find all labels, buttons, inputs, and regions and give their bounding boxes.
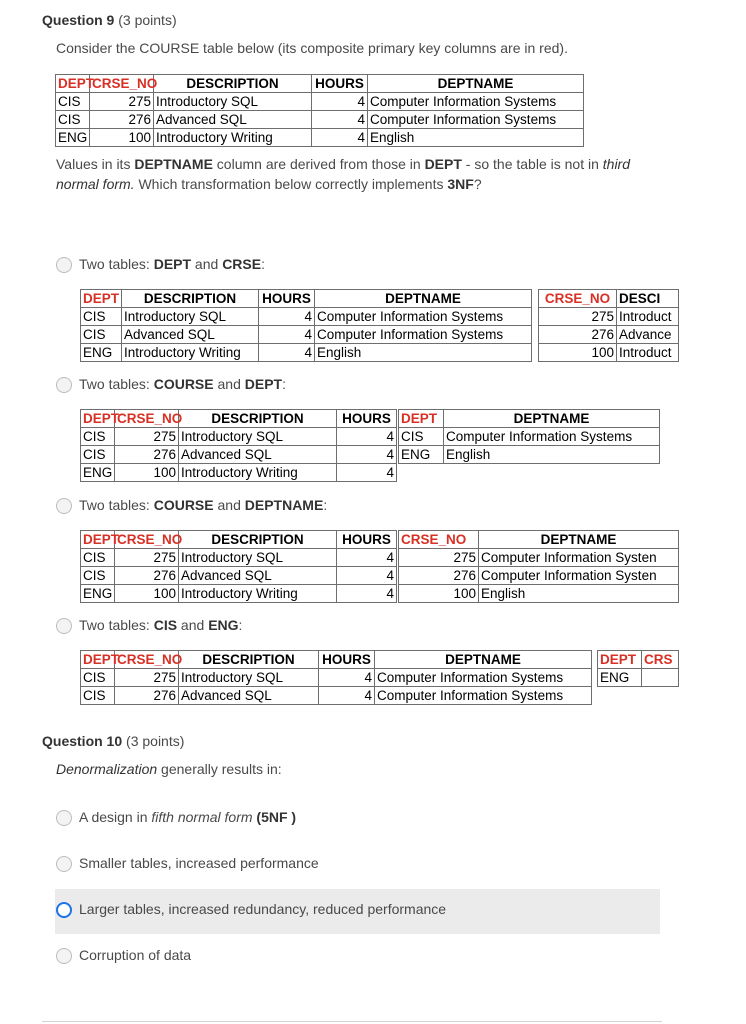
table-row: CIS Introductory SQL 4 Computer Information Systems — [81, 308, 532, 326]
q9-option-4[interactable]: Two tables: CIS and ENG: — [56, 614, 242, 636]
table-row: CIS 276 Advanced SQL 4 — [81, 446, 397, 464]
radio-icon[interactable] — [56, 498, 72, 514]
option-3-deptname-table: CRSE_NO DEPTNAME 275 Computer Information Systen 276 Computer Information Systen 100 English — [398, 530, 679, 603]
table-row: ENG English — [399, 446, 660, 464]
radio-icon[interactable] — [56, 856, 72, 872]
q9-option-3[interactable]: Two tables: COURSE and DEPTNAME: — [56, 494, 327, 516]
table-row: CIS 275 Introductory SQL 4 — [81, 549, 397, 567]
option-4-cis-table: DEPT CRSE_NO DESCRIPTION HOURS DEPTNAME CIS 275 Introductory SQL 4 Computer Information Systems CIS 276 Advanced SQL 4 Computer Information Systems — [80, 650, 592, 705]
option-2-course-table: DEPT CRSE_NO DESCRIPTION HOURS CIS 275 Introductory SQL 4 CIS 276 Advanced SQL 4 ENG 100 Introductory Writing 4 — [80, 409, 397, 482]
table-row: ENG Introductory Writing 4 English — [81, 344, 532, 362]
table-row: ENG 100 Introductory Writing 4 English — [56, 129, 584, 147]
q10-option-4[interactable]: Corruption of data — [56, 944, 191, 966]
radio-icon[interactable] — [56, 257, 72, 273]
table-row: 275 Computer Information Systen — [399, 549, 679, 567]
table-row: 276 Computer Information Systen — [399, 567, 679, 585]
option-3-course-table: DEPT CRSE_NO DESCRIPTION HOURS CIS 275 Introductory SQL 4 CIS 276 Advanced SQL 4 ENG 100 Introductory Writing 4 — [80, 530, 397, 603]
table-row: 275 Introduct — [539, 308, 679, 326]
table-row: CIS 275 Introductory SQL 4 Computer Information Systems — [56, 93, 584, 111]
option-4-eng-table: DEPT CRS ENG — [597, 650, 679, 687]
q10-option-3[interactable]: Larger tables, increased redundancy, reduced performance — [56, 898, 446, 920]
table-row: CIS 275 Introductory SQL 4 Computer Information Systems — [81, 669, 592, 687]
table-row: 100 English — [399, 585, 679, 603]
table-row: 276 Advance — [539, 326, 679, 344]
question-10-prompt: Denormalization generally results in: — [56, 761, 282, 777]
q10-option-2[interactable]: Smaller tables, increased performance — [56, 852, 319, 874]
q9-option-2[interactable]: Two tables: COURSE and DEPT: — [56, 373, 286, 395]
table-row: 100 Introduct — [539, 344, 679, 362]
question-9-title: Question 9 (3 points) — [42, 12, 177, 28]
question-9-explanation: Values in its DEPTNAME column are derived from those in DEPT - so the table is not in third normal form. Which transformation below correctly implements 3NF? — [56, 156, 630, 192]
table-row: CIS 276 Advanced SQL 4 — [81, 567, 397, 585]
table-row: CIS 276 Advanced SQL 4 Computer Information Systems — [56, 111, 584, 129]
option-1-dept-table: DEPT DESCRIPTION HOURS DEPTNAME CIS Introductory SQL 4 Computer Information Systems CIS Advanced SQL 4 Computer Information Systems ENG Introductory Writing 4 English — [80, 289, 532, 362]
q9-option-1[interactable]: Two tables: DEPT and CRSE: — [56, 253, 265, 275]
question-10-title: Question 10 (3 points) — [42, 733, 185, 749]
radio-icon[interactable] — [56, 902, 72, 918]
q10-option-1[interactable]: A design in fifth normal form (5NF ) — [56, 806, 296, 828]
table-row: CIS 275 Introductory SQL 4 — [81, 428, 397, 446]
table-row: ENG — [598, 669, 679, 687]
course-table: DEPT CRSE_NO DESCRIPTION HOURS DEPTNAME CIS 275 Introductory SQL 4 Computer Information Systems CIS 276 Advanced SQL 4 Computer Information Systems ENG 100 Introductory Writing 4 English — [55, 74, 584, 147]
option-1-crse-table: CRSE_NO DESCI 275 Introduct 276 Advance 100 Introduct — [538, 289, 679, 362]
table-row: CIS Computer Information Systems — [399, 428, 660, 446]
table-row: CIS 276 Advanced SQL 4 Computer Information Systems — [81, 687, 592, 705]
radio-icon[interactable] — [56, 810, 72, 826]
table-row: ENG 100 Introductory Writing 4 — [81, 585, 397, 603]
table-row: ENG 100 Introductory Writing 4 — [81, 464, 397, 482]
divider — [42, 1021, 662, 1022]
radio-icon[interactable] — [56, 377, 72, 393]
radio-icon[interactable] — [56, 948, 72, 964]
table-row: CIS Advanced SQL 4 Computer Information Systems — [81, 326, 532, 344]
radio-icon[interactable] — [56, 618, 72, 634]
option-2-dept-table: DEPT DEPTNAME CIS Computer Information Systems ENG English — [398, 409, 660, 464]
question-9-prompt: Consider the COURSE table below (its composite primary key columns are in red). — [56, 40, 568, 56]
